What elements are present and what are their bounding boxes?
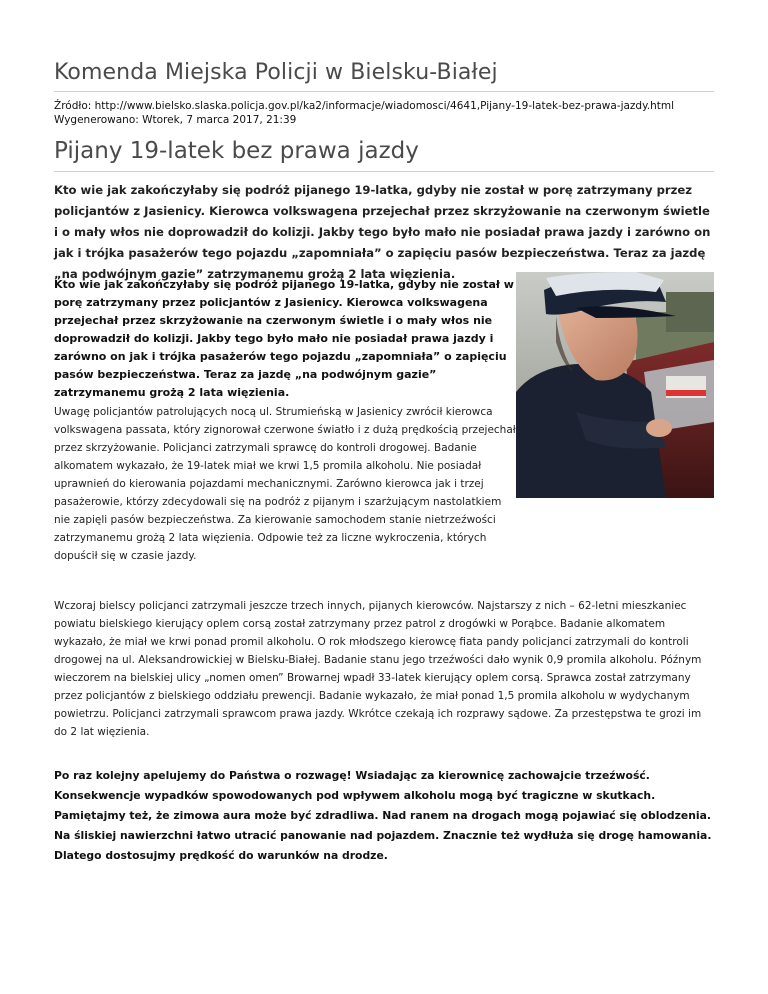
article-photo — [516, 272, 714, 498]
source-line: Źródło: http://www.bielsko.slaska.policja.gov.pl/ka2/informacje/wiadomosci/4641,Pijany-19-latek-bez-prawa-jazdy.html — [54, 100, 675, 112]
site-title-divider — [54, 91, 714, 92]
article-intro: Kto wie jak zakończyłaby się podróż pijanego 19-latka, gdyby nie został w porę zatrzymany przez policjantów z Jasienicy. Kierowca volkswagena przejechał przez skrzyżowanie na czerwonym świetle i o mały włos nie doprowadził do kolizji. Jakby tego było mało nie posiadał prawa jazdy i zarówno on jak i trójka pasażerów tego pojazdu „zapomniała” o zapięciu pasów bezpieczeństwa. Teraz za jazdę „na podwójnym gazie” zatrzymanemu grożą 2 lata więzienia. — [54, 278, 514, 399]
site-title: Komenda Miejska Policji w Bielsku-Białej — [54, 60, 498, 85]
article-lead: Kto wie jak zakończyłaby się podróż pijanego 19-latka, gdyby nie został w porę zatrzymany przez policjantów z Jasienicy. Kierowca volkswagena przejechał przez skrzyżowanie na czerwonym świetle i o mały włos nie doprowadził do kolizji. Jakby tego było mało nie posiadał prawa jazdy i zarówno on jak i trójka pasażerów tego pojazdu „zapomniała” o zapięciu pasów bezpieczeństwa. Teraz za jazdę „na podwójnym gazie” zatrzymanemu grożą 2 lata więzienia. — [54, 183, 711, 281]
article-paragraph-2: Wczoraj bielscy policjanci zatrzymali jeszcze trzech innych, pijanych kierowców. Najstarszy z nich – 62-letni mieszkaniec powiatu bielskiego kierujący oplem corsą został zatrzymany przez patrol z drogówki w Porąbce. Badanie alkomatem wykazało, że miał we krwi ponad promil alkoholu. O rok młodszego kierowcę fiata pandy policjanci zatrzymali do kontroli drogowej na ul. Aleksandrowickiej w Bielsku-Białej. Badanie stanu jego trzeźwości dało wynik 0,9 promila alkoholu. Późnym wieczorem na bielskiej ulicy „nomen omen” Browarnej wpadł 33-latek kierujący oplem corsą. Sprawca został zatrzymany przez policjantów z bielskiego oddziału prewencji. Badanie wykazało, że miał ponad 1,5 promila alkoholu w wydychanym powietrzu. Policjanci zatrzymali sprawcom prawa jazdy. Wkrótce czekają ich rozprawy sądowe. Za przestępstwa te grozi im do 2 lat więzienia. — [54, 600, 702, 738]
article-appeal: Po raz kolejny apelujemy do Państwa o rozwagę! Wsiadając za kierownicę zachowajcie trzeźwość. Konsekwencje wypadków spowodowanych pod wpływem alkoholu mogą być tragiczne w skutkach. Pamiętajmy też, że zimowa aura może być zdradliwa. Nad ranem na drogach mogą pojawiać się oblodzenia. Na śliskiej nawierzchni łatwo utracić panowanie nad pojazdem. Znacznie też wydłuża się drogę hamowania. Dlatego dostosujmy prędkość do warunków na drodze. — [54, 769, 712, 862]
article-paragraph-1: Uwagę policjantów patrolujących nocą ul. Strumieńską w Jasienicy zwrócił kierowca volkswagena passata, który zignorował czerwone światło i z dużą prędkością przejechał przez skrzyżowanie. Policjanci zatrzymali sprawcę do kontroli drogowej. Badanie alkomatem wykazało, że 19-latek miał we krwi 1,5 promila alkoholu. Nie posiadał uprawnień do kierowania pojazdami mechanicznymi. Zarówno kierowca jak i trzej pasażerowie, którzy zdecydowali się na podróż z pijanym i szarżującym nastolatkiem nie zapięli pasów bezpieczeństwa. Za kierowanie samochodem stanie nietrzeźwości zatrzymanemu grożą 2 lata więzienia. Odpowie też za liczne wykroczenia, których dopuścił się w czasie jazdy. — [54, 406, 516, 562]
article-title-divider — [54, 171, 714, 172]
generated-line: Wygenerowano: Wtorek, 7 marca 2017, 21:39 — [54, 114, 297, 126]
police-officer-photo — [516, 272, 714, 498]
article-title: Pijany 19-latek bez prawa jazdy — [54, 138, 419, 164]
